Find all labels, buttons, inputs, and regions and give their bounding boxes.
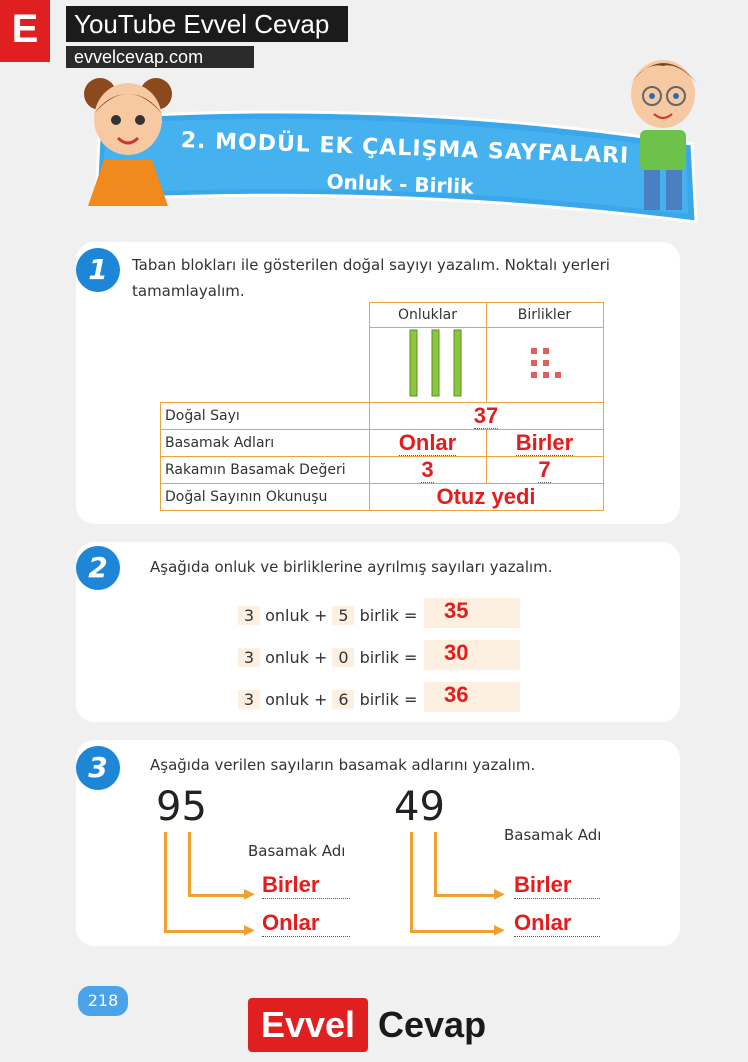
plus-sign: + xyxy=(313,690,328,709)
arrow-line xyxy=(188,894,248,897)
answer-ones-name: Birler xyxy=(515,430,574,455)
answer-text: 35 xyxy=(444,598,469,623)
evvel-e-logo: E xyxy=(0,0,50,62)
onluk-word: onluk xyxy=(265,606,309,625)
girl-character-illustration xyxy=(78,64,178,214)
arrow-head-icon: ▶ xyxy=(494,922,505,938)
birlik-word: birlik xyxy=(359,606,399,625)
row-label: Basamak Adları xyxy=(161,430,370,457)
place-value-table xyxy=(160,302,604,511)
birlik-word: birlik xyxy=(359,648,399,667)
given-number: 49 xyxy=(394,784,445,830)
page-number: 218 xyxy=(78,986,128,1016)
row-label: Doğal Sayı xyxy=(161,403,370,430)
footer-evvel-text: Evvel xyxy=(248,998,368,1052)
exercise-instruction: Taban blokları ile gösterilen doğal sayıyı yazalım. Noktalı yerleri tamamlayalım. xyxy=(132,256,610,300)
arrow-line xyxy=(410,832,413,932)
tens-rods-illustration xyxy=(374,328,474,398)
answer-box xyxy=(424,598,520,628)
ones-digit: 0 xyxy=(332,648,354,667)
plus-sign: + xyxy=(313,606,328,625)
table-row xyxy=(161,484,604,511)
site-label: evvelcevap.com xyxy=(66,46,254,68)
basamak-adi-label: Basamak Adı xyxy=(248,842,346,860)
row-label: Doğal Sayının Okunuşu xyxy=(161,484,370,511)
answer-reading: Otuz yedi xyxy=(436,484,536,509)
tens-digit: 3 xyxy=(238,648,260,667)
evvel-cevap-footer-logo xyxy=(248,998,506,1054)
answer-text: 30 xyxy=(444,640,469,665)
table-row xyxy=(161,403,604,430)
table-row xyxy=(161,457,604,484)
arrow-line xyxy=(164,832,167,932)
exercise-instruction: Aşağıda onluk ve birliklerine ayrılmış sayıları yazalım. xyxy=(150,558,553,576)
basamak-adi-label: Basamak Adı xyxy=(504,826,602,844)
exercise-number-badge: 3 xyxy=(76,746,120,790)
ones-digit: 5 xyxy=(332,606,354,625)
birlik-word: birlik xyxy=(359,690,399,709)
unit-cubes-illustration xyxy=(491,328,591,398)
answer-tens-place: Onlar xyxy=(514,910,600,937)
equals-sign: = xyxy=(404,690,418,709)
arrow-head-icon: ▶ xyxy=(244,886,255,902)
equals-sign: = xyxy=(404,648,418,667)
footer-cevap-text: Cevap xyxy=(378,1004,487,1045)
decomposition-row xyxy=(238,606,417,625)
onluk-word: onluk xyxy=(265,648,309,667)
ones-digit: 6 xyxy=(332,690,354,709)
decomposition-row xyxy=(238,648,417,667)
banner-title: 2. MODÜL EK ÇALIŞMA SAYFALARI xyxy=(180,128,630,169)
answer-box xyxy=(424,640,520,670)
arrow-line xyxy=(188,832,191,896)
arrow-head-icon: ▶ xyxy=(244,922,255,938)
arrow-head-icon: ▶ xyxy=(494,886,505,902)
tens-digit: 3 xyxy=(238,606,260,625)
answer-text: 36 xyxy=(444,682,469,707)
answer-ones-place: Birler xyxy=(514,872,600,899)
ones-blocks-cell xyxy=(486,328,603,403)
arrow-line xyxy=(410,930,498,933)
banner-subtitle: Onluk - Birlik xyxy=(326,169,474,199)
onluk-word: onluk xyxy=(265,690,309,709)
answer-tens-value: 3 xyxy=(421,457,434,482)
answer-natural-number: 37 xyxy=(473,403,499,428)
tens-digit: 3 xyxy=(238,690,260,709)
answer-tens-place: Onlar xyxy=(262,910,350,937)
boy-character-illustration xyxy=(618,44,708,214)
plus-sign: + xyxy=(313,648,328,667)
exercise-number-badge: 1 xyxy=(76,248,120,292)
answer-ones-place: Birler xyxy=(262,872,350,899)
answer-ones-value: 7 xyxy=(538,457,551,482)
answer-box xyxy=(424,682,520,712)
onluklar-header: Onluklar xyxy=(369,303,486,328)
equals-sign: = xyxy=(404,606,418,625)
answer-tens-name: Onlar xyxy=(398,430,457,455)
given-number: 95 xyxy=(156,784,207,830)
arrow-line xyxy=(434,894,498,897)
exercise-number-badge: 2 xyxy=(76,546,120,590)
table-row xyxy=(161,430,604,457)
arrow-line xyxy=(434,832,437,896)
decomposition-row xyxy=(238,690,417,709)
row-label: Rakamın Basamak Değeri xyxy=(161,457,370,484)
youtube-label: YouTube Evvel Cevap xyxy=(66,6,348,42)
arrow-line xyxy=(164,930,248,933)
tens-blocks-cell xyxy=(369,328,486,403)
exercise-instruction: Aşağıda verilen sayıların basamak adlarını yazalım. xyxy=(150,756,536,774)
birlikler-header: Birlikler xyxy=(486,303,603,328)
